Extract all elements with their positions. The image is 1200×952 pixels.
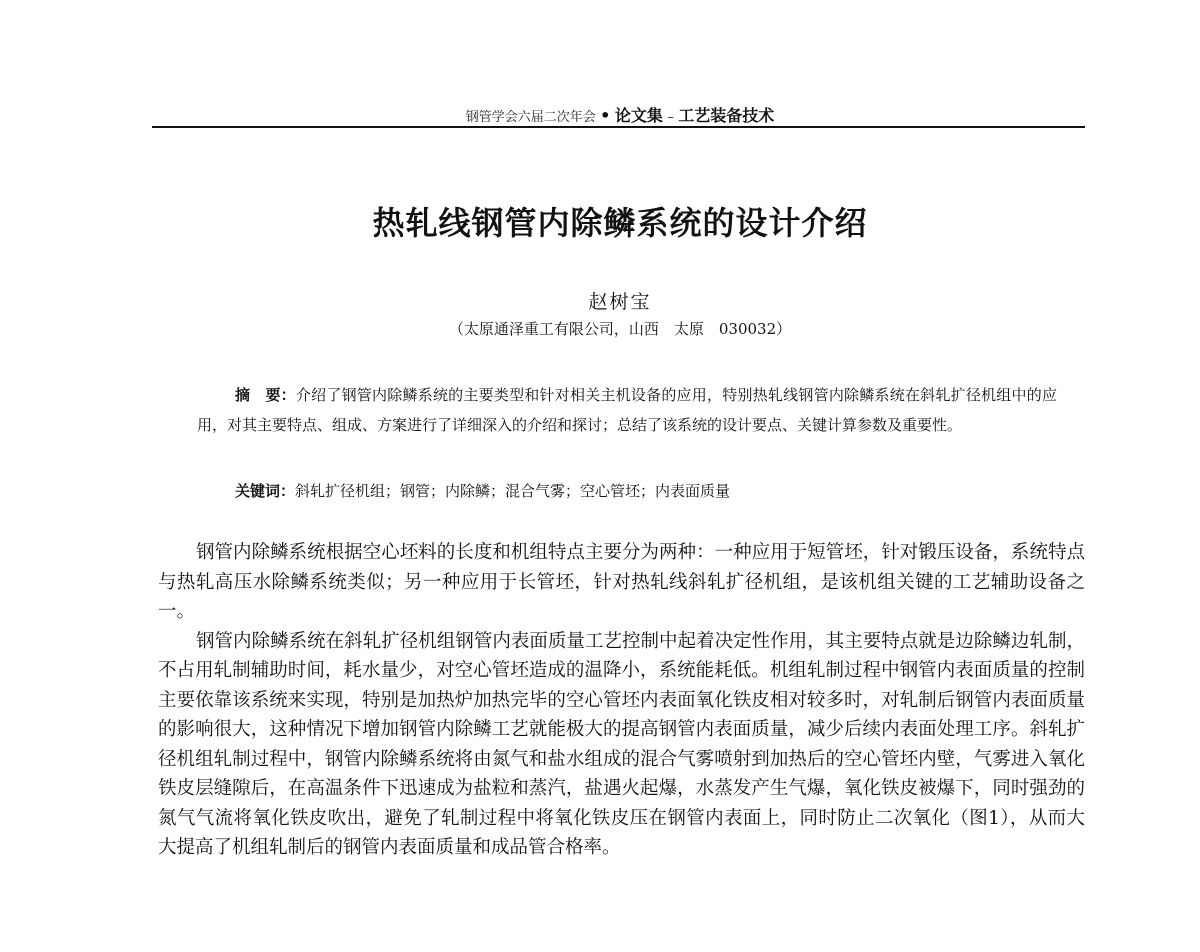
keywords-label: 关键词： [235,482,296,500]
abstract-paragraph [197,380,1057,440]
affiliation: （太原通泽重工有限公司，山西 太原 030032） [448,320,792,338]
running-header-collection: 论文集 [614,106,663,125]
abstract-text: 介绍了钢管内除鳞系统的主要类型和针对相关主机设备的应用，特别热轧线钢管内除鳞系统在斜轧扩径机组中的应用，对其主要特点、组成、方案进行了详细深入的介绍和探讨；总结了该系统的设计要点、关键计算参数及重要性。 [197,386,1057,434]
running-header-dot: • [600,106,611,125]
abstract [197,380,1057,440]
running-header [0,103,1200,126]
running-header-section: 工艺装备技术 [678,106,775,125]
body-paragraph-1: 钢管内除鳞系统根据空心坯料的长度和机组特点主要分为两种：一种应用于短管坯，针对锻压设备，系统特点与热轧高压水除鳞系统类似；另一种应用于长管坯，针对热轧线斜轧扩径机组，是该机组关键的工艺辅助设备之一。 [158,542,1085,622]
keywords-text: 斜轧扩径机组；钢管；内除鳞；混合气雾；空心管坯；内表面质量 [295,482,731,500]
running-header-conference: 钢管学会六届二次年会 [465,110,596,125]
paper-title: 热轧线钢管内除鳞系统的设计介绍 [372,204,868,242]
author: 赵树宝 [588,291,652,313]
running-header-dash: – [667,110,674,125]
keywords [235,476,1055,506]
header-rule [152,126,1085,128]
body-text [158,538,1085,863]
abstract-label: 摘 要： [235,386,296,404]
body-paragraph-2: 钢管内除鳞系统在斜轧扩径机组钢管内表面质量工艺控制中起着决定性作用，其主要特点就是边除鳞边轧制，不占用轧制辅助时间，耗水量少，对空心管坯造成的温降小，系统能耗低。机组轧制过程中钢管内表面质量的控制主要依靠该系统来实现，特别是加热炉加热完毕的空心管坯内表面氧化铁皮相对较多时，对轧制后钢管内表面质量的影响很大，这种情况下增加钢管内除鳞工艺就能极大的提高钢管内表面质量，减少后续内表面处理工序。斜轧扩径机组轧制过程中，钢管内除鳞系统将由氮气和盐水组成的混合气雾喷射到加热后的空心管坯内壁，气雾进入氧化铁皮层缝隙后，在高温条件下迅速成为盐粒和蒸汽，盐遇火起爆，水蒸发产生气爆，氧化铁皮被爆下，同时强劲的氮气气流将氧化铁皮吹出，避免了轧制过程中将氧化铁皮压在钢管内表面上，同时防止二次氧化（图1），从而大大提高了机组轧制后的钢管内表面质量和成品管合格率。 [158,630,1085,858]
